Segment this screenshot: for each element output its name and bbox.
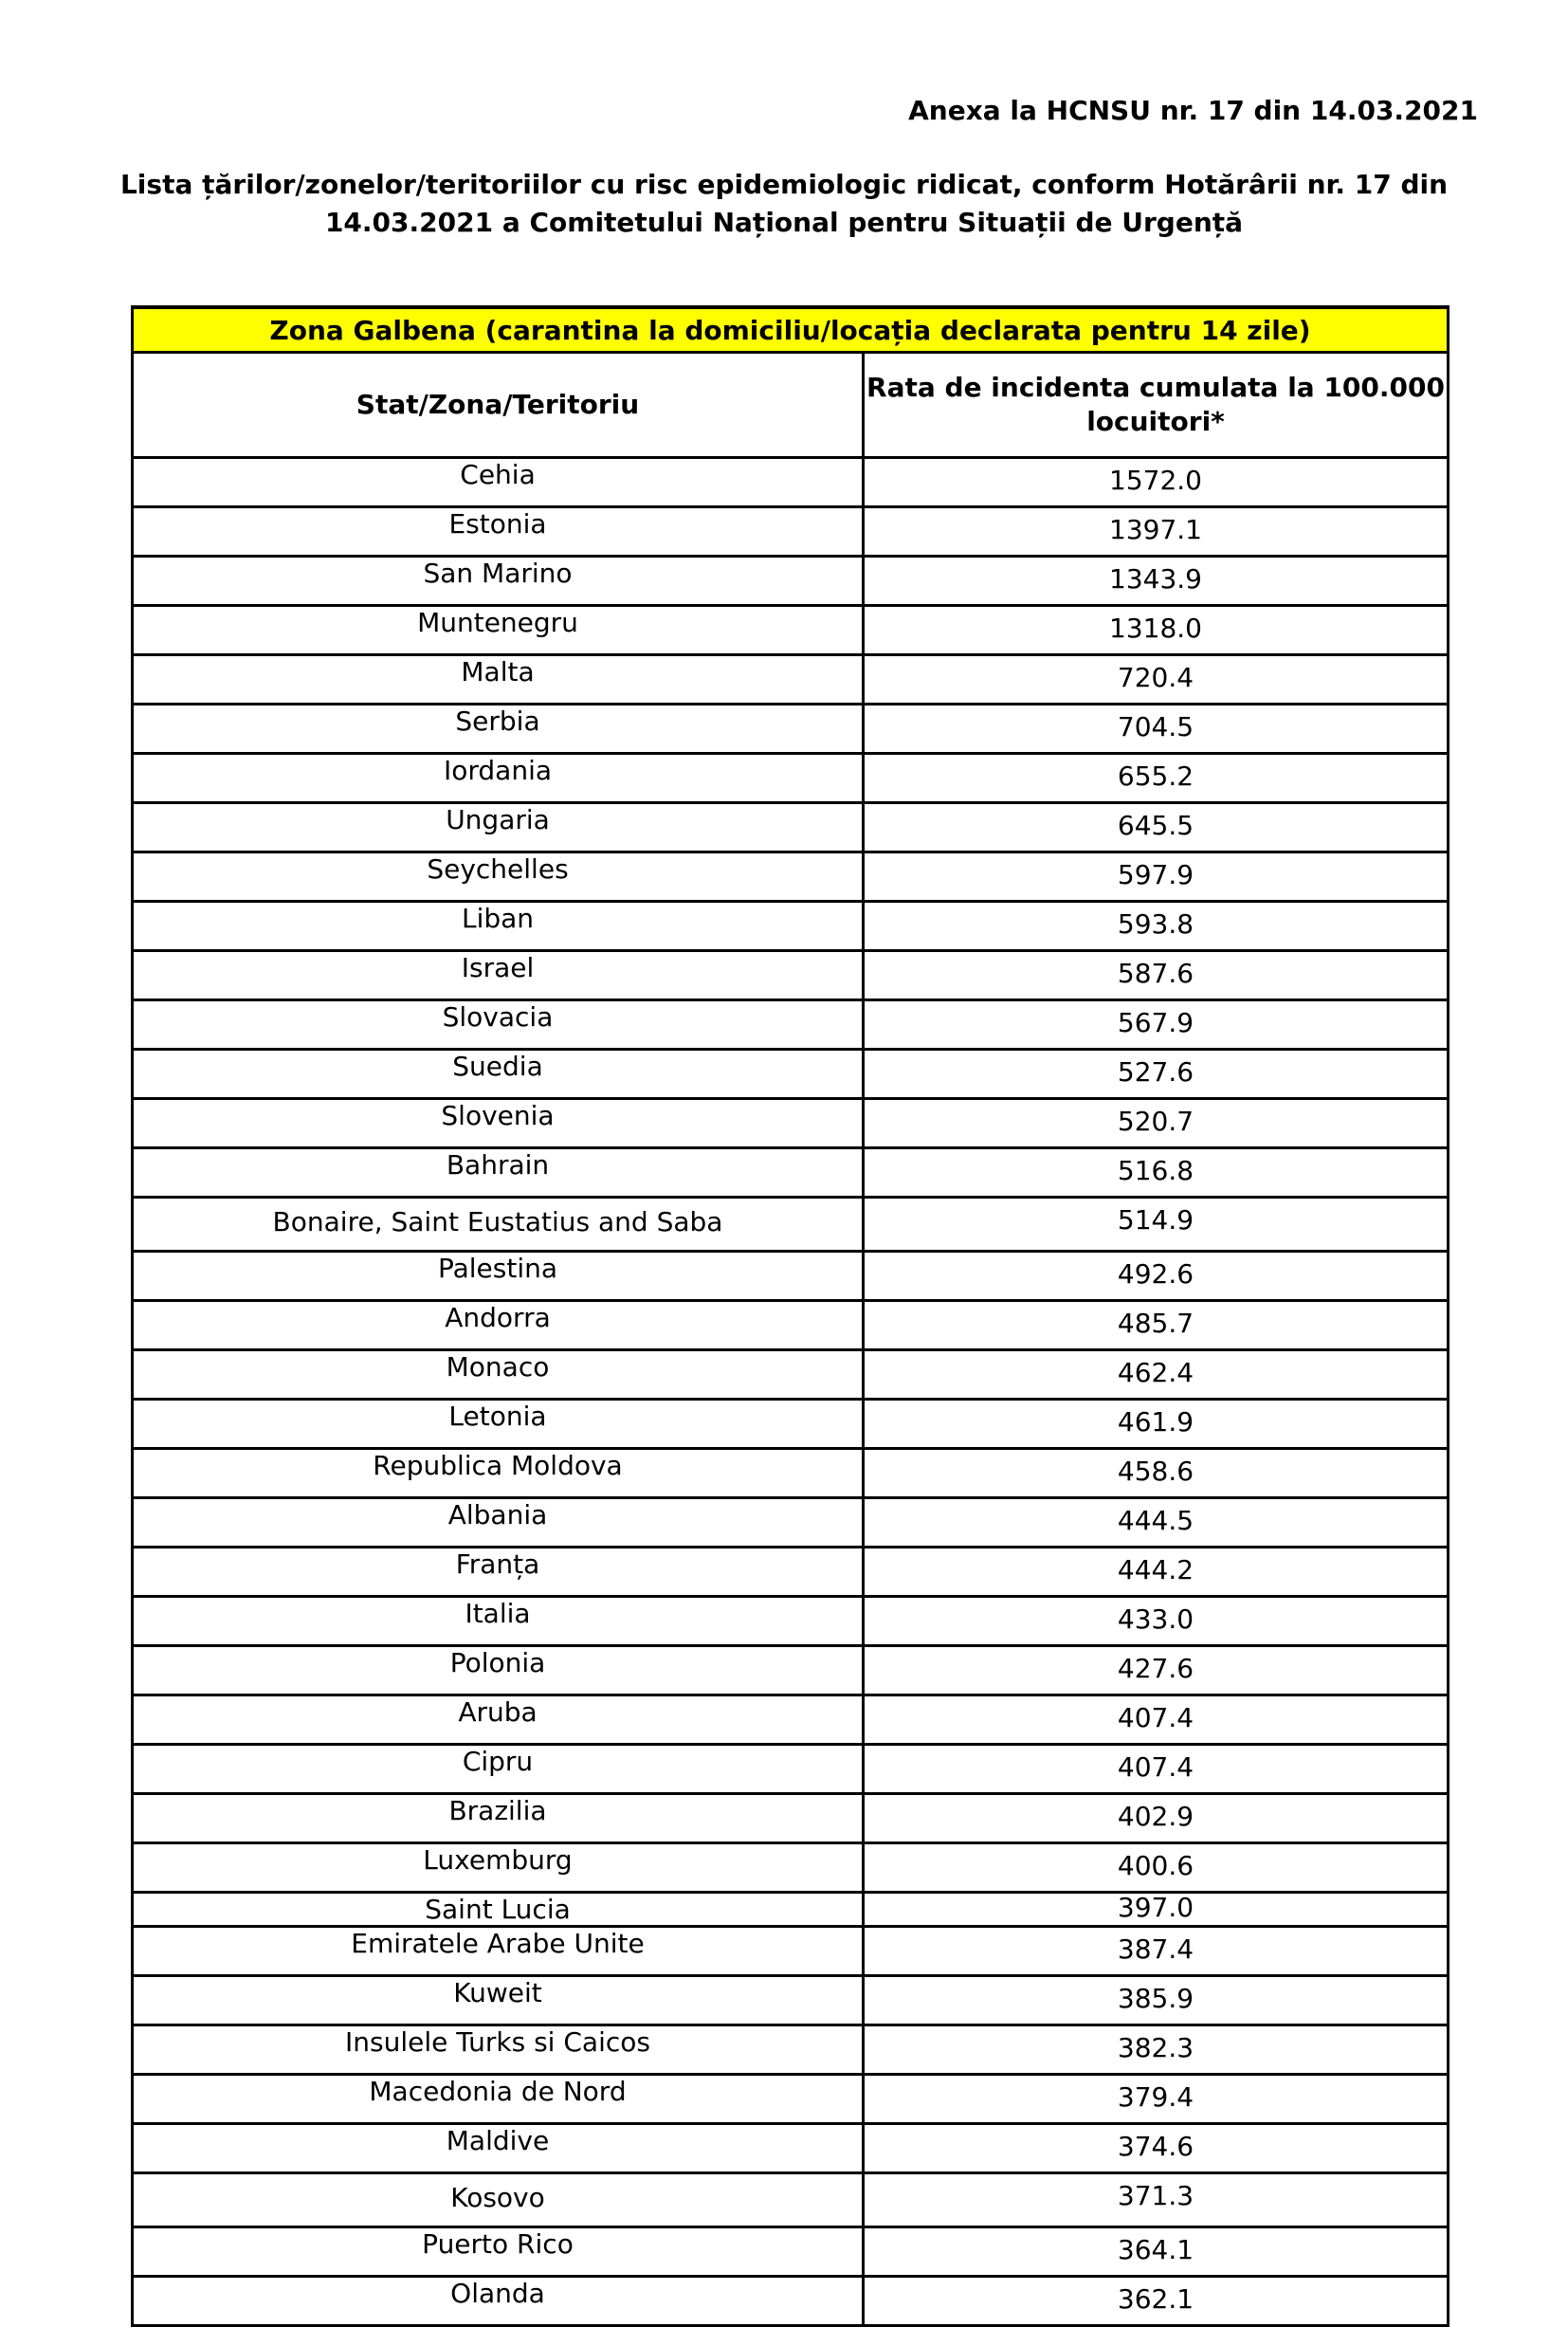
incidence-rate-cell: 567.9 [864,1000,1449,1050]
table-row [133,1198,1449,1252]
incidence-rate-cell: 397.0 [864,1893,1449,1927]
incidence-rate-cell: 492.6 [864,1252,1449,1301]
incidence-rate-cell: 1397.1 [864,507,1449,557]
table-row [133,754,1449,803]
incidence-rate-cell: 462.4 [864,1350,1449,1400]
incidence-rate-cell: 371.3 [864,2173,1449,2227]
table-row [133,1843,1449,1893]
table-row [133,705,1449,754]
table-row [133,2075,1449,2124]
table-row [133,606,1449,655]
incidence-rate-cell: 1572.0 [864,458,1449,507]
country-name-cell: Palestina [133,1252,864,1301]
country-name-cell: Maldive [133,2124,864,2173]
table-row [133,1252,1449,1301]
table-row [133,1099,1449,1148]
country-name-cell: Ungaria [133,803,864,852]
zone-label: Zona Galbena (carantina la domiciliu/locația declarata pentru 14 zile) [133,307,1449,353]
country-name-cell: Insulele Turks si Caicos [133,2025,864,2075]
incidence-rate-cell: 587.6 [864,951,1449,1000]
document-title: Lista țărilor/zonelor/teritoriilor cu risc epidemiologic ridicat, conform Hotărârii nr. 17 din 14.03.2021 a Comitetului Național pentru Situații de Urgență [119,169,1449,238]
country-name-cell: Serbia [133,705,864,754]
country-name-cell: Monaco [133,1350,864,1400]
table-row [133,1498,1449,1548]
table-row [133,902,1449,951]
country-name-cell: Letonia [133,1400,864,1449]
table-row [133,852,1449,902]
country-name-cell: Estonia [133,507,864,557]
incidence-rate-cell: 516.8 [864,1148,1449,1198]
incidence-rate-cell: 1318.0 [864,606,1449,655]
country-name-cell: Andorra [133,1301,864,1350]
country-name-cell: Albania [133,1498,864,1548]
column-header-row [133,353,1449,458]
country-name-cell: Cehia [133,458,864,507]
country-name-cell: Macedonia de Nord [133,2075,864,2124]
country-name-cell: Saint Lucia [133,1893,864,1927]
table-row [133,1597,1449,1646]
incidence-rate-cell: 720.4 [864,655,1449,705]
country-name-cell: Seychelles [133,852,864,902]
country-name-cell: Kosovo [133,2173,864,2227]
incidence-rate-cell: 514.9 [864,1198,1449,1252]
country-name-cell: Emiratele Arabe Unite [133,1927,864,1976]
country-name-cell: Republica Moldova [133,1449,864,1498]
table-row [133,1794,1449,1843]
incidence-rate-cell: 427.6 [864,1646,1449,1695]
country-name-cell: Iordania [133,754,864,803]
table-row [133,1350,1449,1400]
table-row [133,1400,1449,1449]
table-row [133,1000,1449,1050]
table-row [133,1646,1449,1695]
incidence-rate-cell: 374.6 [864,2124,1449,2173]
incidence-rate-cell: 1343.9 [864,557,1449,606]
incidence-rate-cell: 444.2 [864,1548,1449,1597]
table-row [133,1893,1449,1927]
incidence-rate-cell: 362.1 [864,2277,1449,2326]
table-row [133,458,1449,507]
country-name-cell: Malta [133,655,864,705]
incidence-rate-cell: 364.1 [864,2227,1449,2277]
incidence-rate-cell: 387.4 [864,1927,1449,1976]
table-row [133,1301,1449,1350]
table-row [133,803,1449,852]
country-name-cell: Polonia [133,1646,864,1695]
incidence-rate-cell: 433.0 [864,1597,1449,1646]
country-name-cell: Bahrain [133,1148,864,1198]
zone-header-row [133,307,1449,353]
table-row [133,1695,1449,1745]
incidence-rate-cell: 385.9 [864,1976,1449,2025]
country-name-cell: Slovenia [133,1099,864,1148]
incidence-rate-cell: 400.6 [864,1843,1449,1893]
table-row [133,2173,1449,2227]
table-row [133,1148,1449,1198]
table-row [133,655,1449,705]
annex-reference: Anexa la HCNSU nr. 17 din 14.03.2021 [908,95,1478,126]
incidence-rate-cell: 645.5 [864,803,1449,852]
country-name-cell: Cipru [133,1745,864,1794]
incidence-rate-cell: 485.7 [864,1301,1449,1350]
risk-countries-table [131,305,1449,2327]
column-header-country: Stat/Zona/Teritoriu [133,353,864,458]
table-row [133,1745,1449,1794]
country-name-cell: Franța [133,1548,864,1597]
incidence-rate-cell: 407.4 [864,1745,1449,1794]
table-row [133,951,1449,1000]
column-header-incidence: Rata de incidenta cumulata la 100.000 locuitori* [864,353,1449,458]
incidence-rate-cell: 444.5 [864,1498,1449,1548]
table-row [133,2227,1449,2277]
country-name-cell: Kuweit [133,1976,864,2025]
country-name-cell: Olanda [133,2277,864,2326]
country-name-cell: Puerto Rico [133,2227,864,2277]
incidence-rate-cell: 379.4 [864,2075,1449,2124]
table-row [133,2124,1449,2173]
incidence-rate-cell: 655.2 [864,754,1449,803]
country-name-cell: Brazilia [133,1794,864,1843]
table-row [133,2025,1449,2075]
table-row [133,1927,1449,1976]
incidence-rate-cell: 407.4 [864,1695,1449,1745]
incidence-rate-cell: 597.9 [864,852,1449,902]
country-name-cell: Liban [133,902,864,951]
incidence-rate-cell: 402.9 [864,1794,1449,1843]
country-name-cell: Italia [133,1597,864,1646]
incidence-rate-cell: 593.8 [864,902,1449,951]
incidence-rate-cell: 520.7 [864,1099,1449,1148]
incidence-rate-cell: 527.6 [864,1050,1449,1099]
incidence-rate-cell: 704.5 [864,705,1449,754]
table-row [133,1449,1449,1498]
country-name-cell: Slovacia [133,1000,864,1050]
country-name-cell: Muntenegru [133,606,864,655]
table-row [133,1548,1449,1597]
country-name-cell: San Marino [133,557,864,606]
table-row [133,1976,1449,2025]
country-name-cell: Israel [133,951,864,1000]
country-name-cell: Bonaire, Saint Eustatius and Saba [133,1198,864,1252]
table-row [133,2277,1449,2326]
country-name-cell: Luxemburg [133,1843,864,1893]
table-row [133,507,1449,557]
incidence-rate-cell: 382.3 [864,2025,1449,2075]
country-name-cell: Suedia [133,1050,864,1099]
country-name-cell: Aruba [133,1695,864,1745]
incidence-rate-cell: 458.6 [864,1449,1449,1498]
table-row [133,1050,1449,1099]
table-row [133,557,1449,606]
incidence-rate-cell: 461.9 [864,1400,1449,1449]
